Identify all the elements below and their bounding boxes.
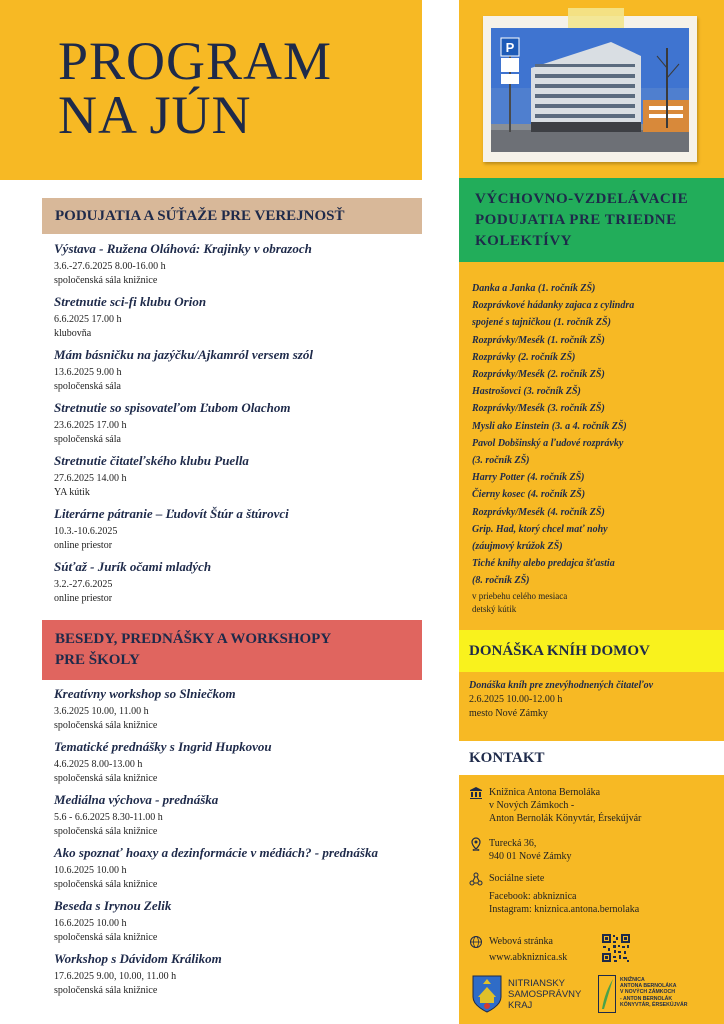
nsk-line-2: SAMOSPRÁVNY [508, 989, 582, 1000]
event-place: spoločenská sála [54, 434, 121, 445]
class-event-line: Rozprávky/Mesék (4. ročník ZŠ) [472, 506, 605, 518]
qr-code-icon[interactable] [601, 933, 631, 963]
lib-logo-line-3: V NOVÝCH ZÁMKOCH [620, 989, 676, 996]
section-heading-school-events [42, 620, 422, 680]
event-place: klubovňa [54, 328, 92, 339]
contact-address [469, 837, 719, 863]
facebook-link[interactable]: Facebook: abkniznica [489, 891, 577, 902]
contact-heading-text: KONTAKT [469, 749, 545, 766]
event-title: Ako spoznať hoaxy a dezinformácie v médiách? - prednáška [54, 845, 378, 860]
event-title: Mám básničku na jazýčku/Ajkamról versem szól [54, 347, 313, 362]
class-events-heading-line-1: VÝCHOVNO-VZDELÁVACIE [475, 190, 689, 207]
delivery-event [469, 679, 719, 721]
event-date: 13.6.2025 9.00 h [54, 367, 122, 378]
class-event-line: Tiché knihy alebo predajca šťastia [472, 558, 615, 570]
delivery-heading-text: DONÁŠKA KNÍH DOMOV [469, 642, 650, 659]
event-place: spoločenská sála knižnice [54, 720, 158, 731]
delivery-date: 2.6.2025 10.00-12.00 h [469, 694, 563, 705]
event-date: 5.6 - 6.6.2025 8.30-11.00 h [54, 812, 163, 823]
event-place: spoločenská sála [54, 381, 121, 392]
event-place: online priestor [54, 593, 113, 604]
library-building-photo [491, 28, 689, 152]
library-logo [598, 975, 718, 1015]
page-title [58, 31, 333, 145]
nsk-line-1: NITRIANSKY [508, 978, 566, 989]
event-date: 10.3.-10.6.2025 [54, 526, 118, 537]
class-event-line: Pavol Dobšinský a ľudové rozprávky [472, 437, 624, 449]
public-events-heading-text: PODUJATIA A SÚŤAŽE PRE VEREJNOSŤ [55, 207, 345, 224]
event-date: 10.6.2025 10.00 h [54, 865, 127, 876]
tape-decoration [568, 8, 624, 28]
delivery-place: mesto Nové Zámky [469, 708, 548, 719]
class-event-line: Čierny kosec (4. ročník ZŠ) [472, 489, 586, 501]
class-event-line: Rozprávky (2. ročník ZŠ) [472, 351, 576, 363]
school-events-list [54, 685, 434, 1003]
event-item [54, 505, 434, 558]
event-date: 4.6.2025 8.00-13.00 h [54, 759, 143, 770]
event-item [54, 897, 434, 950]
library-name-line-3: Anton Bernolák Könyvtár, Érsekújvár [489, 813, 642, 824]
web-label: Webová stránka [489, 936, 553, 947]
event-place: spoločenská sála knižnice [54, 826, 158, 837]
school-events-heading-line-2: PRE ŠKOLY [55, 652, 140, 668]
title-line-2: NA JÚN [58, 85, 252, 145]
lib-logo-line-4: - ANTON BERNOLÁK [620, 995, 673, 1002]
globe-icon [469, 935, 483, 949]
section-heading-delivery [459, 630, 724, 672]
class-event-line: Harry Potter (4. ročník ZŠ) [472, 472, 585, 484]
class-event-line: Rozprávky/Mesék (2. ročník ZŠ) [472, 369, 605, 381]
lib-logo-line-2: ANTONA BERNOLÁKA [620, 983, 677, 990]
event-place: spoločenská sála knižnice [54, 773, 158, 784]
event-date: 3.6.-27.6.2025 8.00-16.00 h [54, 261, 166, 272]
library-name-line-2: v Nových Zámkoch - [489, 800, 575, 811]
instagram-link[interactable]: Instagram: kniznica.antona.bernolaka [489, 904, 640, 915]
event-place: online priestor [54, 540, 113, 551]
event-title: Stretnutie čitateľského klubu Puella [54, 453, 249, 468]
event-item [54, 399, 434, 452]
class-event-line: (3. ročník ZŠ) [472, 455, 530, 467]
class-event-line: Rozprávky/Mesék (3. ročník ZŠ) [472, 403, 605, 415]
event-date: 6.6.2025 17.00 h [54, 314, 122, 325]
class-events-heading-line-3: KOLEKTÍVY [475, 232, 573, 249]
class-event-line: Rozprávkové hádanky zajaca z cylindra [472, 300, 635, 312]
class-event-line: Rozprávky/Mesék (1. ročník ZŠ) [472, 334, 605, 346]
event-title: Stretnutie so spisovateľom Ľubom Olachom [54, 400, 291, 415]
event-title: Kreatívny workshop so Slniečkom [54, 686, 236, 701]
event-place: spoločenská sála knižnice [54, 985, 158, 996]
lib-logo-line-5: KÖNYVTÁR, ÉRSEKÚJVÁR [620, 1001, 688, 1008]
nsk-line-3: KRAJ [508, 1000, 533, 1011]
event-item [54, 346, 434, 399]
event-title: Beseda s Irynou Zelik [54, 898, 172, 913]
event-item [54, 558, 434, 611]
event-place: YA kútik [54, 487, 90, 498]
section-heading-class-events [459, 178, 724, 262]
event-item [54, 738, 434, 791]
web-url-link[interactable]: www.abkniznica.sk [489, 952, 568, 963]
event-date: 16.6.2025 10.00 h [54, 918, 127, 929]
title-line-1: PROGRAM [58, 31, 333, 91]
event-title: Mediálna výchova - prednáška [54, 792, 219, 807]
event-date: 23.6.2025 17.00 h [54, 420, 127, 431]
contact-library [469, 786, 719, 825]
library-name-line-1: Knižnica Antona Bernoláka [489, 787, 601, 798]
event-item [54, 844, 434, 897]
class-event-line: (záujmový krúžok ZŠ) [472, 541, 563, 553]
event-item [54, 685, 434, 738]
contact-web [469, 935, 719, 964]
event-item [54, 240, 434, 293]
social-label: Sociálne siete [489, 873, 545, 884]
class-event-line: spojené s tajničkou (1. ročník ZŠ) [472, 317, 611, 329]
event-item [54, 293, 434, 346]
event-title: Workshop s Dávidom Králikom [54, 951, 222, 966]
school-events-heading-line-1: BESEDY, PREDNÁŠKY A WORKSHOPY [55, 631, 332, 647]
class-event-line: (8. ročník ZŠ) [472, 575, 530, 587]
nitra-region-coat-of-arms-icon [472, 975, 502, 1013]
address-line-2: 940 01 Nové Zámky [489, 851, 572, 862]
event-place: spoločenská sála knižnice [54, 932, 158, 943]
event-item [54, 791, 434, 844]
public-events-list [54, 240, 434, 611]
library-leaf-logo-icon [598, 975, 616, 1013]
social-network-icon [469, 872, 483, 886]
delivery-title: Donáška kníh pre znevýhodnených čitateľov [469, 680, 654, 691]
class-event-line: Grip. Had, ktorý chcel mať nohy [472, 523, 608, 535]
event-item [54, 452, 434, 505]
map-pin-icon [469, 837, 483, 851]
class-events-note-2: detský kútik [472, 603, 517, 614]
event-title: Literárne pátranie – Ľudovít Štúr a štúrovci [54, 506, 289, 521]
event-date: 3.2.-27.6.2025 [54, 579, 113, 590]
event-place: spoločenská sála knižnice [54, 275, 158, 286]
library-icon [469, 786, 483, 800]
class-event-line: Danka a Janka (1. ročník ZŠ) [472, 283, 596, 294]
contact-social [469, 872, 719, 916]
event-date: 17.6.2025 9.00, 10.00, 11.00 h [54, 971, 177, 982]
section-heading-contact [459, 741, 724, 775]
class-event-line: Hastrošovci (3. ročník ZŠ) [472, 386, 581, 398]
class-events-list [472, 280, 712, 616]
event-title: Stretnutie sci-fi klubu Orion [54, 294, 207, 309]
building-photo-frame [483, 16, 697, 162]
class-event-line: Mysli ako Einstein (3. a 4. ročník ZŠ) [472, 420, 627, 432]
event-date: 3.6.2025 10.00, 11.00 h [54, 706, 149, 717]
event-place: spoločenská sála knižnice [54, 879, 158, 890]
lib-logo-line-1: KNIŽNICA [620, 977, 645, 983]
address-line-1: Turecká 36, [489, 838, 537, 849]
class-events-note-1: v priebehu celého mesiaca [472, 590, 568, 601]
event-title: Výstava - Ružena Oláhová: Krajinky v obrazoch [54, 241, 312, 256]
event-date: 27.6.2025 14.00 h [54, 473, 127, 484]
header-block [0, 0, 422, 180]
nitra-region-logo [472, 975, 592, 1013]
event-title: Súťaž - Jurík očami mladých [54, 559, 212, 574]
svg-text:P: P [505, 40, 515, 55]
section-heading-public-events [42, 198, 422, 234]
event-item [54, 950, 434, 1003]
class-events-heading-line-2: PODUJATIA PRE TRIEDNE [475, 211, 677, 228]
event-title: Tematické prednášky s Ingrid Hupkovou [54, 739, 272, 754]
